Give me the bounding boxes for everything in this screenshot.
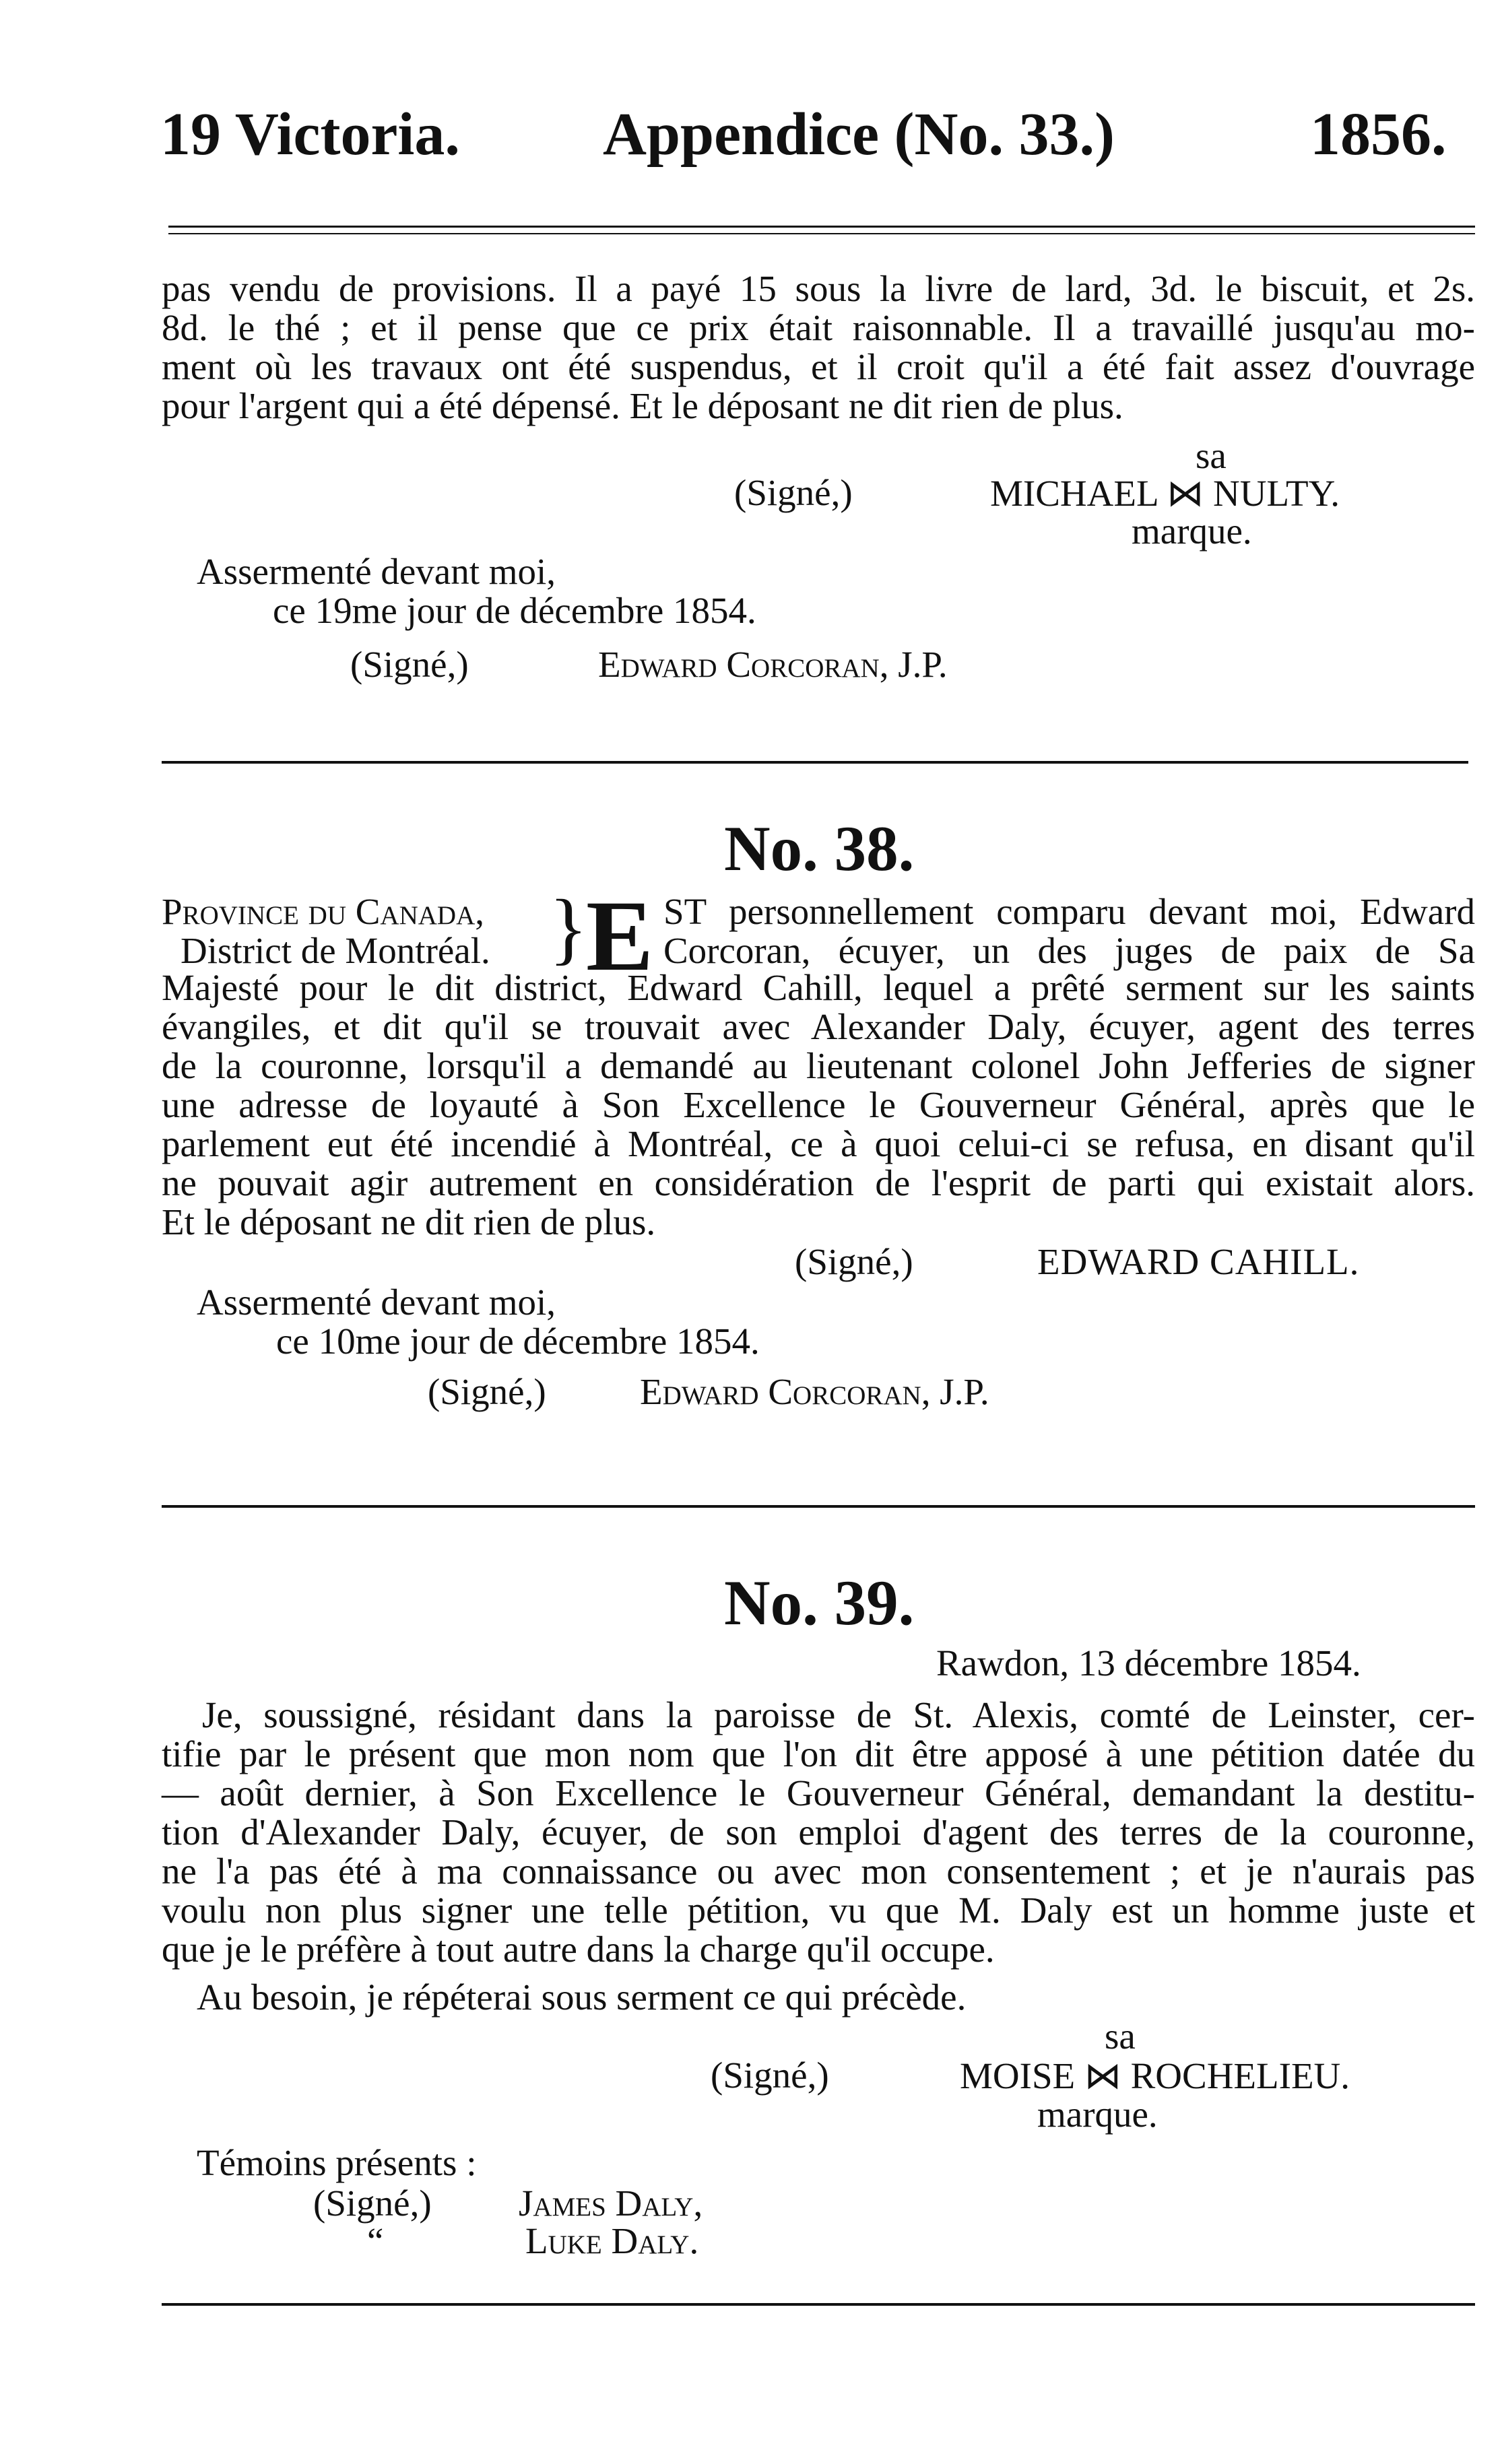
doc38-line: une adresse de loyauté à Son Excellence le Gouverneur Général, après que le [162, 1084, 1475, 1125]
doc37-date: ce 19me jour de décembre 1854. [273, 590, 756, 631]
doc37-sworn: Assermenté devant moi, [197, 551, 556, 592]
doc39-sa: sa [1105, 2016, 1136, 2057]
doc39-witness-1: James Daly, [519, 2183, 703, 2224]
doc38-line2: Corcoran, écuyer, un des juges de paix de Sa [663, 930, 1475, 971]
brace-icon: } [549, 883, 588, 972]
doc39-line: voulu non plus signer une telle pétition, vu que M. Daly est un homme juste et [162, 1890, 1475, 1931]
doc37-signer: MICHAEL ⋈ NULTY. [990, 473, 1340, 514]
doc39-line: que je le préfère à tout autre dans la charge qu'il occupe. [162, 1929, 995, 1970]
doc38-province: Province du Canada, [162, 891, 485, 932]
doc37-sa: sa [1196, 435, 1227, 476]
doc37-paragraph [162, 269, 1475, 426]
doc37-marque: marque. [1132, 510, 1252, 552]
header-year: 1856. [1310, 101, 1447, 168]
doc38-jp-name: Edward Corcoran, J.P. [640, 1371, 989, 1412]
doc39-line: tifie par le présent que mon nom que l'on dit être apposé à une pétition datée du [162, 1733, 1475, 1774]
doc39-title: No. 39. [724, 1567, 915, 1638]
doc37-jp-name: Edward Corcoran, J.P. [598, 644, 948, 685]
header-rule-bottom [168, 233, 1475, 234]
doc38-jp-signe: (Signé,) [428, 1371, 546, 1412]
doc39-line: Je, soussigné, résidant dans la paroisse de St. Alexis, comté de Leinster, cer- [202, 1694, 1475, 1735]
doc38-signe: (Signé,) [795, 1241, 913, 1282]
doc38-district: District de Montréal. [181, 930, 490, 971]
doc39-witnesses-label: Témoins présents : [197, 2142, 477, 2183]
doc39-place-date: Rawdon, 13 décembre 1854. [936, 1642, 1361, 1684]
section-rule [162, 1505, 1475, 1508]
doc38-line1: ST personnellement comparu devant moi, Edward [663, 891, 1475, 932]
doc38-line: évangiles, et dit qu'il se trouvait avec Alexander Daly, écuyer, agent des terres [162, 1006, 1475, 1047]
doc38-dropcap: E [586, 880, 654, 992]
header-session: 19 Victoria. [160, 101, 460, 168]
doc39-line: ne l'a pas été à ma connaissance ou avec mon consentement ; et je n'aurais pas [162, 1851, 1475, 1892]
doc39-signe: (Signé,) [711, 2055, 829, 2096]
footer-rule [162, 2303, 1475, 2306]
doc37-line: pour l'argent qui a été dépensé. Et le déposant ne dit rien de plus. [162, 385, 1123, 426]
doc39-marque: marque. [1037, 2094, 1158, 2135]
doc39-witness-2: Luke Daly. [525, 2220, 699, 2261]
doc38-line: ne pouvait agir autrement en considération de l'esprit de parti qui existait alors. [162, 1162, 1475, 1203]
section-rule [162, 761, 1468, 764]
doc39-witness-signe: (Signé,) [313, 2183, 432, 2224]
doc38-line: Et le déposant ne dit rien de plus. [162, 1201, 656, 1242]
doc39-paragraph [162, 1696, 1475, 1969]
doc38-date: ce 10me jour de décembre 1854. [276, 1321, 760, 1362]
doc39-closing: Au besoin, je répéterai sous serment ce qui précède. [197, 1976, 967, 2018]
doc38-title: No. 38. [724, 813, 915, 884]
doc37-signe: (Signé,) [734, 472, 853, 513]
doc39-line: tion d'Alexander Daly, écuyer, de son emploi d'agent des terres de la couronne, [162, 1811, 1475, 1853]
doc39-signer: MOISE ⋈ ROCHELIEU. [960, 2055, 1350, 2096]
doc38-paragraph [162, 968, 1475, 1242]
header-appendix: Appendice (No. 33.) [603, 101, 1115, 168]
doc38-line: de la couronne, lorsqu'il a demandé au lieutenant colonel John Jefferies de signer [162, 1045, 1475, 1086]
doc39-ditto: “ [367, 2220, 384, 2261]
doc38-line: parlement eut été incendié à Montréal, ce à quoi celui-ci se refusa, en disant qu'il [162, 1123, 1475, 1164]
doc37-line: ment où les travaux ont été suspendus, et il croit qu'il a été fait assez d'ouvrage [162, 346, 1475, 387]
header-rule-top [168, 226, 1475, 228]
doc37-jp-signe: (Signé,) [350, 644, 469, 685]
doc38-line: Majesté pour le dit district, Edward Cahill, lequel a prêté serment sur les saints [162, 967, 1475, 1008]
doc39-line: — août dernier, à Son Excellence le Gouverneur Général, demandant la destitu- [162, 1772, 1475, 1813]
doc38-signer: EDWARD CAHILL. [1037, 1241, 1360, 1282]
doc37-line: 8d. le thé ; et il pense que ce prix était raisonnable. Il a travaillé jusqu'au mo- [162, 307, 1475, 348]
doc38-sworn: Assermenté devant moi, [197, 1281, 556, 1323]
doc37-line: pas vendu de provisions. Il a payé 15 sous la livre de lard, 3d. le biscuit, et 2s. [162, 268, 1475, 309]
